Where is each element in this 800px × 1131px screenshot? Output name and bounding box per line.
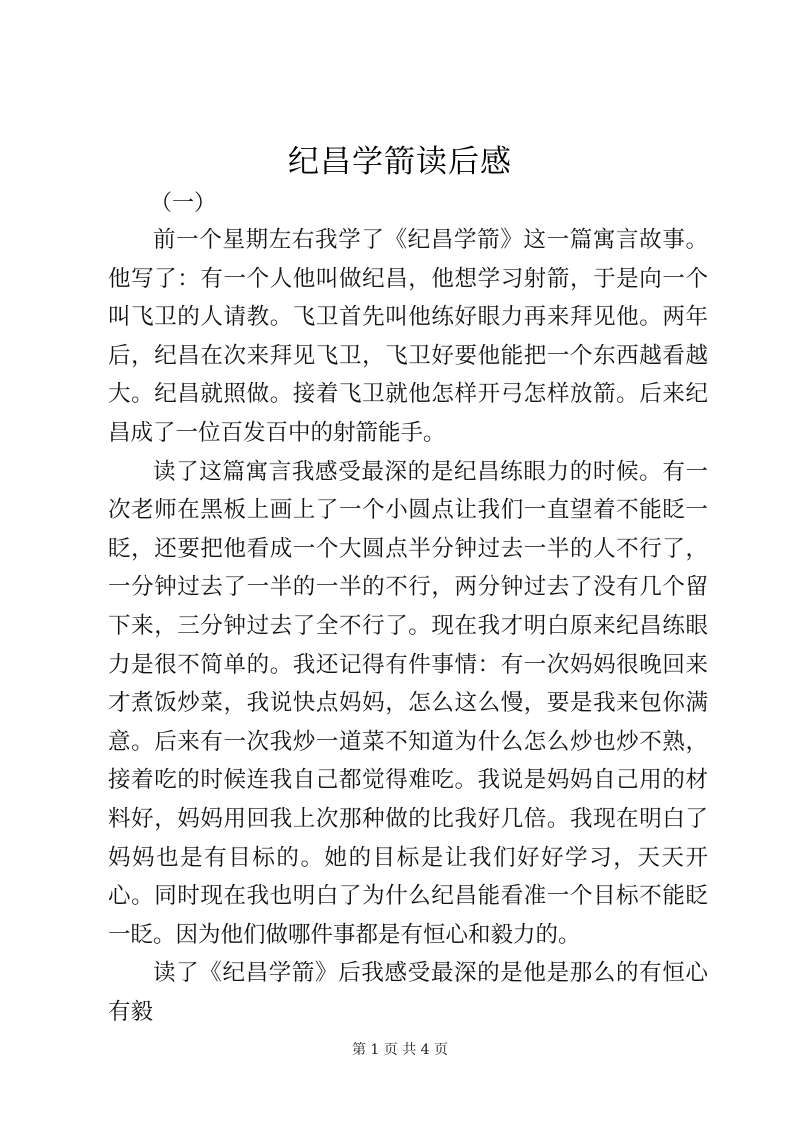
paragraph: 读了《纪昌学箭》后我感受最深的是他是那么的有恒心有毅 [108,960,708,1025]
page-footer: 第 1 页 共 4 页 [351,1042,449,1058]
paragraph: 前一个星期左右我学了《纪昌学箭》这一篇寓言故事。他写了：有一个人他叫做纪昌，他想学习射箭，于是向一个叫飞卫的人请教。飞卫首先叫他练好眼力再来拜见他。两年后，纪昌在次来拜见飞卫，飞卫好要他能把一个东西越看越大。纪昌就照做。接着飞卫就他怎样开弓怎样放箭。后来纪昌成了一位百发百中的射箭能手。 [108,227,708,446]
document-title: 纪昌学箭读后感 [288,144,512,180]
document-body [108,221,708,1031]
section-label: （一） [150,191,217,216]
paragraph: 读了这篇寓言我感受最深的是纪昌练眼力的时候。有一次老师在黑板上画上了一个小圆点让我们一直望着不能眨一眨，还要把他看成一个大圆点半分钟过去一半的人不行了，一分钟过去了一半的一半的不行，两分钟过去了没有几个留下来，三分钟过去了全不行了。现在我才明白原来纪昌练眼力是很不简单的。我还记得有件事情：有一次妈妈很晚回来才煮饭炒菜，我说快点妈妈，怎么这么慢，要是我来包你满意。后来有一次我炒一道菜不知道为什么怎么炒也炒不熟，接着吃的时候连我自己都觉得难吃。我说是妈妈自己用的材料好，妈妈用回我上次那种做的比我好几倍。我现在明白了妈妈也是有目标的。她的目标是让我们好好学习，天天开心。同时现在我也明白了为什么纪昌能看准一个目标不能眨一眨。因为他们做哪件事都是有恒心和毅力的。 [108,458,708,948]
